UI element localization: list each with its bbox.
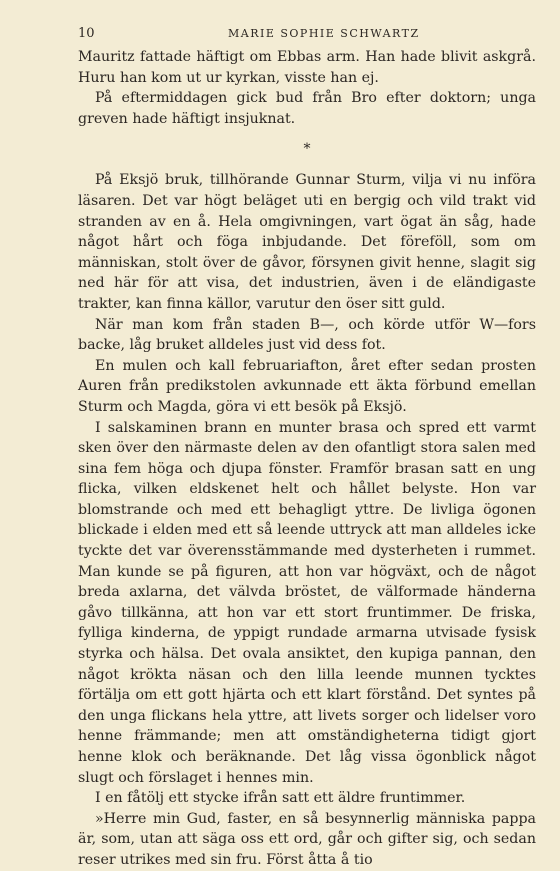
paragraph: »Herre min Gud, faster, en så besynnerlig människa pappa är, som, utan att säga oss ett ord, går och gifter sig, och sedan reser utrikes med sin fru. Först åtta å tio [78, 810, 536, 868]
running-title: MARIE SOPHIE SCHWARTZ [228, 27, 420, 40]
page-number: 10 [78, 26, 95, 41]
paragraph: På Eksjö bruk, tillhörande Gunnar Sturm, vilja vi nu införa läsaren. Det var högt beläget uti en bergig och vild trakt vid stranden av en å. Hela omgivningen, vart ögat än såg, hade något hårt och föga inbjudande. Det föreföll, som om människan, stolt över de gåvor, försynen givit henne, slagit sig ned här för att visa, det industrien, även i de eländigaste trakter, kan finna källor, varutur den öser sitt guld. [78, 172, 536, 312]
paragraph: På eftermiddagen gick bud från Bro efter doktorn; unga greven hade häftigt insjuknat. [78, 90, 536, 127]
paragraph: Mauritz fattade häftigt om Ebbas arm. Han hade blivit askgrå. Huru han kom ut ur kyrkan, visste han ej. [78, 49, 536, 86]
paragraph: I en fåtölj ett stycke ifrån satt ett äldre fruntimmer. [95, 790, 466, 807]
section-separator: * [303, 141, 311, 158]
paragraph: En mulen och kall februariafton, året efter sedan prosten Auren från predikstolen avkunnade ett äkta förbund emellan Sturm och Magda, göra vi ett besök på Eksjö. [78, 357, 536, 415]
body-text [78, 47, 536, 871]
paragraph: I salskaminen brann en munter brasa och spred ett varmt sken över den närmaste delen av den ofantligt stora salen med sina fem höga och djupa fönster. Framför brasan satt en ung flicka, vilken eldskenet helt och hållet belyste. Hon var blomstrande och med ett behagligt yttre. De livliga ögonen blickade i elden med ett så leende uttryck att man alldeles icke tyckte det var överensstämmande med dysterheten i rummet. Man kunde se på figuren, att hon var högväxt, och de något breda axlarna, det välvda bröstet, de välformade händerna gåvo tillkänna, att hon var ett stort fruntimmer. De friska, fylliga kinderna, de yppigt rundade armarna utvisade fysisk styrka och hälsa. Det ovala ansiktet, den kupiga pannan, den något krökta näsan och den lilla leende munnen tycktes förtälja om ett gott hjärta och ett klart förstånd. Det syntes på den unga flickans hela yttre, att livets sorger och lidelser voro henne främmande; men att omständigheterna tidigt gjort henne klok och beräknande. Det låg vissa ögonblick något slugt och förslaget i hennes min. [78, 419, 536, 786]
page-header [78, 26, 538, 44]
paragraph: När man kom från staden B—, och körde utför W—fors backe, låg bruket alldeles just vid dess fot. [78, 316, 536, 354]
